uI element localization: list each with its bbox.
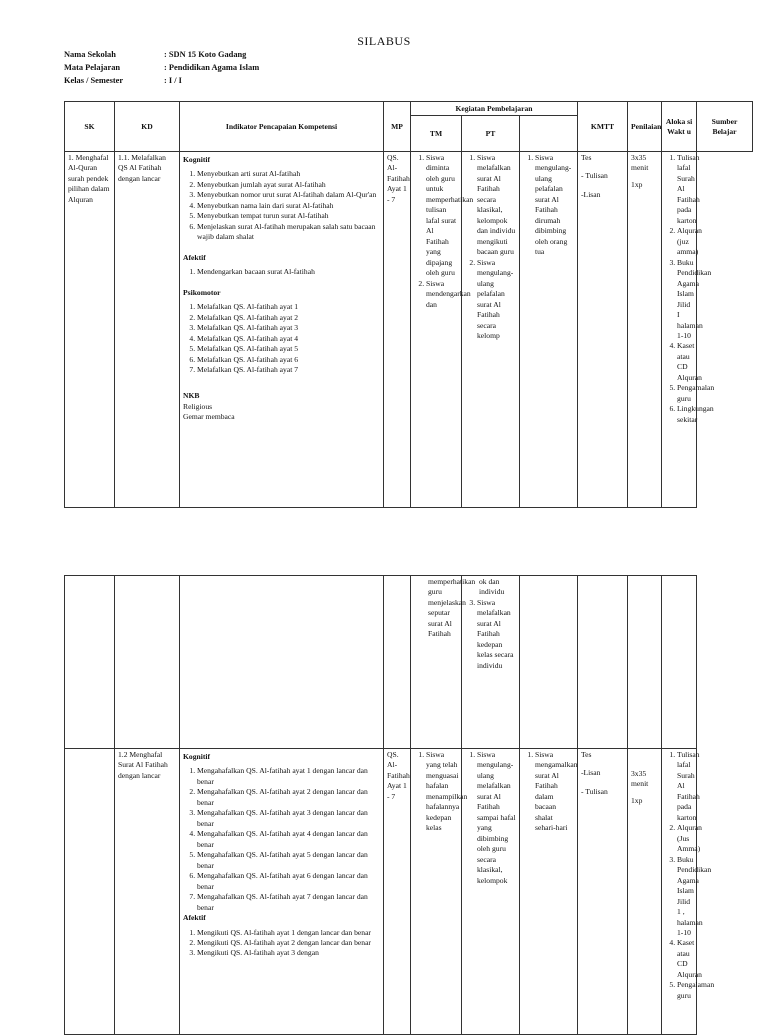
row1-indikator [180,152,384,508]
list-item: 1. Melafalkan QS. Al-fatihah ayat 1 [197,302,380,312]
alokasi-item: 3x35 menit [631,153,649,173]
list-item: 6. Lingkungan sekitar [677,404,693,425]
row2-kognitif-title: Kognitif [183,752,211,761]
row1-sk: 1. Menghafal Al-Quran surah pendek pilihan dalam Alquran [65,152,115,508]
list-item: 2. Mengahafalkan QS. Al-fatihah ayat 2 dengan lancar dan benar [197,787,380,808]
penilaian-item: - Tulisan [581,786,608,796]
header-penilaian: Penilaian [628,102,662,152]
syllabus-table-page1 [64,101,753,508]
row2-pt [462,749,520,1035]
list-item: 5. Menyebutkan tempat turun surat Al-fatihah [197,211,380,221]
row2-kognitif-list [183,766,380,913]
list-item: 2. Mengikuti QS. Al-fatihah ayat 2 dengan lancar dan benar [197,938,380,948]
row2-penilaian [578,749,628,1035]
header-sumber: Sumber Belajar [697,102,753,152]
row1-kognitif-list [183,169,380,242]
cont-mp [384,576,411,749]
list-item: 5. Melafalkan QS. Al-fatihah ayat 5 [197,344,380,354]
cont-tm: memperhatikan guru menjelaskan seputar surat Al Fatihah [411,576,462,749]
list-item: 1. Tulisan lafal Surah Al Fatihah pada karton [677,750,693,823]
meta-class [64,76,182,85]
list-item: 1. Mengahafalkan QS. Al-fatihah ayat 1 dengan lancar dan benar [197,766,380,787]
row1-nkb-item: Religious [183,401,213,411]
list-item: 4. Kaset atau CD Alquran [677,938,693,980]
list-item: 2. Siswa mendengarkan dan [426,279,458,310]
header-kd: KD [115,102,180,152]
cont-penilaian [578,576,628,749]
row1-kognitif-title: Kognitif [183,155,211,164]
list-item: 2. Alquran (juz amma) [677,226,693,257]
list-item: 1. Mendengarkan bacaan surat Al-fatihah [197,267,380,277]
row1-penilaian [578,152,628,508]
row1-tm [411,152,474,508]
row2-kd: 1.2 Menghafal Surat Al Fatihah dengan lancar [115,749,180,1035]
row1-sumber [662,152,715,508]
list-item: 2. Melafalkan QS. Al-fatihah ayat 2 [197,313,380,323]
cont-sk [65,576,115,749]
list-item: 2. Siswa mengulang-ulang pelafalan surat Al Fatihah secara kelomp [477,258,516,342]
row1-afektif-list [183,267,380,277]
alokasi-item: 1xp [631,795,643,805]
penilaian-item: -Lisan [581,189,601,199]
cont-pt [462,576,520,749]
list-item: 5. Pengalaman guru [677,980,693,1001]
meta-class-label: Kelas / Semester [64,76,124,85]
list-item: 5. Mengahafalkan QS. Al-fatihah ayat 5 dengan lancar dan benar [197,850,380,871]
header-mp: MP [384,102,411,152]
row1-psikomotor-list [183,302,380,375]
list-item: 1. Siswa mengulang-ulang melafalkan surat Al Fatihah sampai hafal yang dibimbing oleh guru secara klasikal, kelompok [477,750,516,886]
row2-mp: QS. Al-Fatihah Ayat 1 - 7 [384,749,411,1035]
row1-afektif-title: Afektif [183,252,206,262]
list-item: 2. Menyebutkan jumlah ayat surat Al-fatihah [197,180,380,190]
list-item: 1. Siswa yang telah menguasai hafalan menampilkan hafalannya kedepan kelas [426,750,458,834]
header-alokasi: Aloka si Wakt u [662,102,697,152]
penilaian-item: - Tulisan [581,171,608,181]
list-item: 3. Siswa melafalkan surat Al Fatihah kedepan kelas secara individu [477,598,516,671]
penilaian-item: Tes [581,750,592,759]
list-item: 1. Siswa mengulang-ulang pelafalan surat Al Fatihah dirumah dibimbing oleh orang tua [535,153,574,258]
row2-afektif-title: Afektif [183,913,206,923]
list-item: 4. Kaset atau CD Alquran [677,341,693,383]
header-tm: TM [411,116,462,152]
list-item: 3. Mengahafalkan QS. Al-fatihah ayat 3 dengan lancar dan benar [197,808,380,829]
row2-sumber [662,749,715,1035]
row2-tm [411,749,468,1035]
list-item: 6. Menjelaskan surat Al-fatihah merupakan salah satu bacaan wajib dalam shalat [197,222,380,243]
meta-subject [64,63,259,72]
list-item: 1. Siswa melafalkan surat Al Fatihah secara klasikal, kelompok dan individu mengikuti bacaan guru [477,153,516,258]
penilaian-item: -Lisan [581,768,601,778]
header-pt: PT [462,116,520,152]
list-item: 3. Mengikuti QS. Al-fatihah ayat 3 dengan [197,948,380,958]
penilaian-item: Tes [581,153,592,162]
list-item: 1. Siswa diminta oleh guru untuk memperhatikan tulisan lafal surat Al Fatihah yang dipajang oleh guru [426,153,458,279]
header-sk: SK [65,102,115,152]
list-item: 4. Melafalkan QS. Al-fatihah ayat 4 [197,334,380,344]
list-item: 3. Menyebutkan nomor urut surat Al-fatihah dalam Al-Qur'an [197,190,380,200]
list-item: 3. Melafalkan QS. Al-fatihah ayat 3 [197,323,380,333]
meta-school-value: : SDN 15 Koto Gadang [164,50,247,59]
cont-alokasi [628,576,662,749]
cont-kd [115,576,180,749]
alokasi-item: 3x35 menit [631,769,649,789]
header-kmtt: KMTT [578,102,628,152]
list-item: 1. Siswa mengamalkan surat Al Fatihah dalam bacaan shalat sehari-hari [535,750,574,834]
meta-school [64,50,246,59]
row2-indikator [180,749,384,1035]
list-item: 7. Melafalkan QS. Al-fatihah ayat 7 [197,365,380,375]
list-item: 1. Mengikuti QS. Al-fatihah ayat 1 dengan lancar dan benar [197,928,380,938]
meta-class-value: : I / I [164,76,182,85]
list-item: 1. Menyebutkan arti surat Al-fatihah [197,169,380,179]
row1-psikomotor-title: Psikomotor [183,287,221,297]
meta-subject-label: Mata Pelajaran [64,63,121,72]
list-item: 5. Pengamalan guru [677,383,693,404]
row1-kd: 1.1. Melafalkan QS Al Fatihah dengan lancar [115,152,180,508]
list-item: 4. Mengahafalkan QS. Al-fatihah ayat 4 dengan lancar dan benar [197,829,380,850]
cont-pt-fragment: ok dan individu [479,577,505,597]
header-indikator: Indikator Pencapaian Kompetensi [180,102,384,152]
header-kegiatan: Kegiatan Pembelajaran [411,102,578,116]
alokasi-item: 1xp [631,179,643,189]
cont-kmtt [520,576,578,749]
list-item: 3. Buku Pendidikan Agama Islam Jilid 1 , halaman 1-10 [677,855,693,939]
row1-nkb-item: Gemar membaca [183,412,235,422]
syllabus-table-page2 [64,575,753,1035]
row2-alokasi [628,749,662,1035]
row1-mp: QS. Al-Fatihah Ayat 1 - 7 [384,152,411,508]
row2-afektif-list [183,928,380,959]
row1-alokasi [628,152,662,508]
meta-school-label: Nama Sekolah [64,50,116,59]
list-item: 2. Alquran (Jus Amma) [677,823,693,854]
list-item: 6. Mengahafalkan QS. Al-fatihah ayat 6 dengan lancar dan benar [197,871,380,892]
document-title: SILABUS [357,34,411,48]
list-item: 7. Mengahafalkan QS. Al-fatihah ayat 7 dengan lancar dan benar [197,892,380,913]
row1-pt [462,152,520,508]
row1-nkb-title: NKB [183,391,200,401]
cont-indikator [180,576,384,749]
list-item: 4. Menyebutkan nama lain dari surat Al-fatihah [197,201,380,211]
list-item: 1. Tulisan lafal Surah Al Fatihah pada karton [677,153,693,226]
row2-kmtt [520,749,578,1035]
cont-sumber [662,576,697,749]
meta-subject-value: : Pendidikan Agama Islam [164,63,260,72]
list-item: 3. Buku Pendidikan Agama Islam Jilid I halaman 1-10 [677,258,693,342]
list-item: 6. Melafalkan QS. Al-fatihah ayat 6 [197,355,380,365]
row1-kmtt [520,152,578,508]
row2-sk [65,749,115,1035]
